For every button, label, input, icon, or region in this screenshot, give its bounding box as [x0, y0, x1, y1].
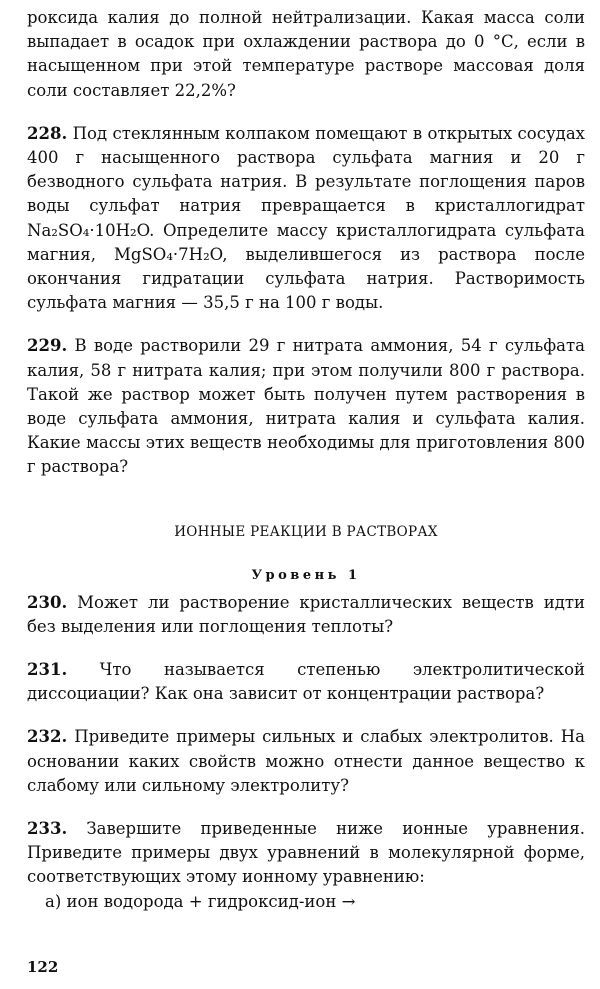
page-content [27, 6, 585, 914]
problem-text: Что называется степенью электролитической диссоциации? Как она зависит от концентрации раствора? [27, 660, 585, 704]
section-title: ИОННЫЕ РЕАКЦИИ В РАСТВОРАХ [174, 523, 438, 540]
problem-228 [27, 122, 585, 316]
problem-text: Приведите примеры сильных и слабых электролитов. На основании каких свойств можно отнести данное вещество к слабому или сильному электролиту? [27, 727, 585, 795]
problem-229 [27, 334, 585, 479]
problem-text: . Определите массу кристаллогидрата сульфата магния, [27, 220, 585, 264]
problem-text: Может ли растворение кристаллических веществ идти без выделения или поглощения теплоты? [27, 592, 585, 636]
problem-number: 229. [27, 336, 68, 356]
problem-number: 233. [27, 819, 68, 839]
problem-number: 232. [27, 727, 68, 747]
continuation-paragraph: роксида калия до полной нейтрализации. Какая масса соли выпадает в осадок при охлаждении раствора до 0 °С, если в насыщенном при этой температуре растворе массовая доля соли составляет 22,2%? [27, 8, 585, 100]
level-heading: Уровень 1 [251, 567, 361, 583]
problem-text: В воде растворили 29 г нитрата аммония, 54 г сульфата калия, 58 г нитрата калия; при этом получили 800 г раствора. Такой же раствор может быть получен путем растворения в воде сульфата аммония, нитрата калия и сульфата калия. Какие массы этих веществ необходимы для приготовления 800 г раствора? [27, 336, 585, 477]
problem-text: Под стеклянным колпаком помещают в открытых сосудах 400 г насыщенного раствора сульфата магния и 20 г безводного сульфата натрия. В результате поглощения паров воды сульфат натрия превращается в кристаллогидрат [27, 123, 585, 216]
page-number: 122 [27, 958, 59, 976]
problem-231 [27, 658, 585, 706]
problem-232 [27, 725, 585, 798]
problem-230 [27, 591, 585, 639]
formula-magnesium-sulfate-hydrate: MgSO₄·7H₂O [114, 244, 223, 264]
problem-number: 228. [27, 123, 68, 143]
problem-number: 231. [27, 660, 68, 680]
problem-text: , выделившегося из раствора после окончания гидратации сульфата натрия. Растворимость сульфата магния — 35,5 г на 100 г воды. [27, 244, 585, 313]
problem-text: Завершите приведенные ниже ионные уравнения. Приведите примеры двух уравнений в молекулярной форме, соответствующих этому ионному уравнению: [27, 819, 585, 887]
problem-number: 230. [27, 592, 68, 612]
problem-233-item-a: а) ион водорода + гидроксид-ион → [45, 891, 356, 911]
problem-233 [27, 817, 585, 890]
formula-sodium-sulfate-hydrate: Na₂SO₄·10H₂O [27, 220, 150, 240]
